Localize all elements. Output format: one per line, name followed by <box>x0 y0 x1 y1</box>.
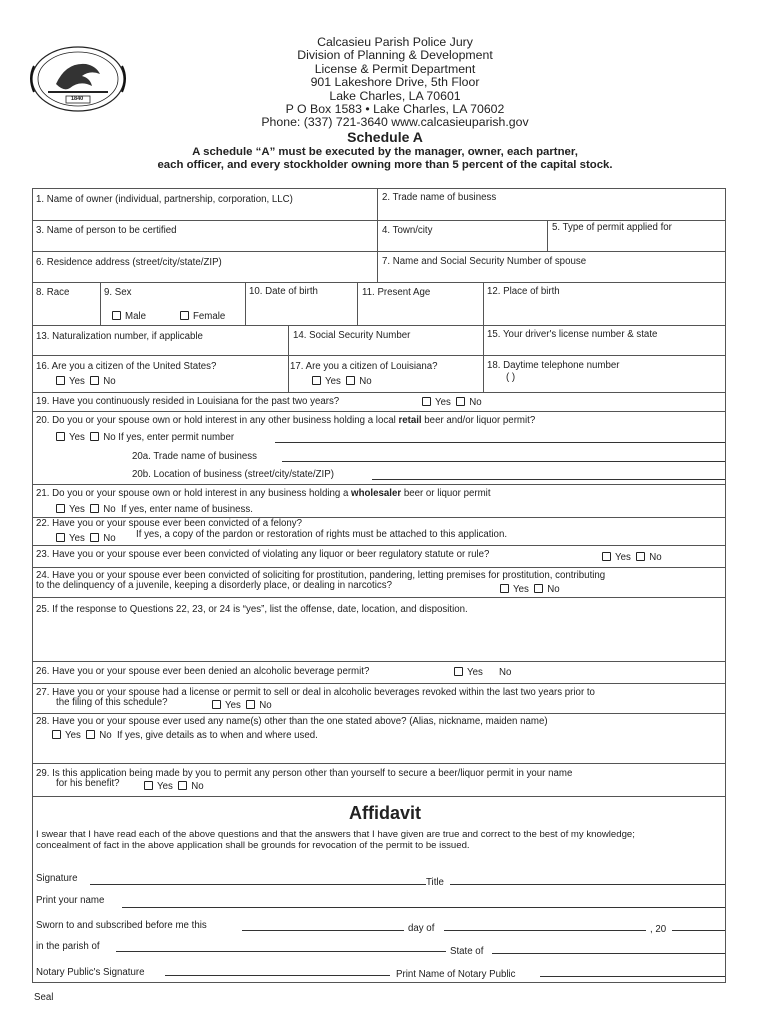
la-citizen-options[interactable]: Yes No <box>312 376 372 387</box>
seal-year: 1840 <box>71 96 84 102</box>
permit-number-line[interactable] <box>275 442 725 443</box>
resided-yes-checkbox[interactable] <box>422 397 431 406</box>
affidavit-text-line-2: concealment of fact in the above application shall be grounds for revocation of the permit to be issued. <box>36 840 470 851</box>
field-ssn[interactable]: 14. Social Security Number <box>293 330 411 341</box>
month-line[interactable] <box>444 930 646 931</box>
sworn-label: Sworn to and subscribed before me this <box>36 920 207 931</box>
seal-label: Seal <box>34 992 54 1003</box>
notary-signature-label: Notary Public's Signature <box>36 967 145 978</box>
field-trade-name[interactable]: 2. Trade name of business <box>382 192 497 203</box>
sex-male-option[interactable]: Male <box>112 311 146 322</box>
field-present-age[interactable]: 11. Present Age <box>362 287 431 298</box>
notary-print-name-label: Print Name of Notary Public <box>396 969 516 980</box>
parish-label: in the parish of <box>36 941 100 952</box>
question-la-citizen: 17. Are you a citizen of Louisiana? <box>290 361 438 372</box>
question-retail-permit: 20. Do you or your spouse own or hold interest in any other business holding a local retail beer and/or liquor permit? <box>36 415 536 426</box>
page-title: Schedule A <box>347 129 423 145</box>
field-drivers-license[interactable]: 15. Your driver's license number & state <box>487 329 658 340</box>
question-license-revoked-line-1: 27. Have you or your spouse had a license or permit to sell or deal in alcoholic beverages revoked within the last two years prior to <box>36 687 595 698</box>
denied-no-label[interactable]: No <box>498 667 512 678</box>
title-label: Title <box>426 877 444 888</box>
felony-no-checkbox[interactable] <box>90 533 99 542</box>
contact-info: Phone: (337) 721-3640 www.calcasieuparish.gov <box>261 115 529 130</box>
state-line[interactable] <box>492 953 725 954</box>
notary-print-name-line[interactable] <box>540 976 725 977</box>
question-permit-for-other-line-1: 29. Is this application being made by you to permit any person other than yourself to secure a beer/liquor permit in your name <box>36 768 573 779</box>
other-names-no-checkbox[interactable] <box>86 730 95 739</box>
agency-header <box>230 36 560 130</box>
revoked-no-checkbox[interactable] <box>246 700 255 709</box>
wholesaler-no-checkbox[interactable] <box>90 504 99 513</box>
female-checkbox[interactable] <box>180 311 189 320</box>
city-address: Lake Charles, LA 70601 <box>329 88 461 103</box>
trade-name-20a-line[interactable] <box>282 461 725 462</box>
field-owner-name[interactable]: 1. Name of owner (individual, partnership, corporation, LLC) <box>36 194 293 205</box>
denied-permit-options[interactable]: Yes No <box>454 667 511 678</box>
soliciting-options[interactable]: Yes No <box>500 584 560 595</box>
field-spouse-name-ssn[interactable]: 7. Name and Social Security Number of spouse <box>382 256 587 267</box>
us-citizen-yes-checkbox[interactable] <box>56 376 65 385</box>
male-checkbox[interactable] <box>112 311 121 320</box>
question-permit-for-other-line-2: for his benefit? <box>56 778 120 789</box>
print-name-label: Print your name <box>36 895 105 906</box>
felony-options[interactable]: Yes No <box>56 533 116 544</box>
affidavit-text-line-1: I swear that I have read each of the above questions and that the answers that I have given are true and correct to the best of my knowledge; <box>36 829 635 840</box>
title-line[interactable] <box>450 884 725 885</box>
permit-for-other-options[interactable]: Yes No <box>144 781 204 792</box>
revoked-yes-checkbox[interactable] <box>212 700 221 709</box>
subtitle-line-2: each officer, and every stockholder owning more than 5 percent of the capital stock. <box>157 159 613 171</box>
permit-other-yes-checkbox[interactable] <box>144 781 153 790</box>
question-liquor-violation: 23. Have you or your spouse ever been convicted of violating any liquor or beer regulatory statute or rule? <box>36 549 490 560</box>
field-race[interactable]: 8. Race <box>36 287 70 298</box>
field-daytime-phone[interactable]: 18. Daytime telephone number <box>487 360 620 371</box>
year-label: , 20 <box>650 924 667 935</box>
sworn-day-line[interactable] <box>242 930 404 931</box>
phone-area-code: ( ) <box>506 372 516 383</box>
parish-line[interactable] <box>116 951 446 952</box>
question-soliciting-line-1: 24. Have you or your spouse ever been convicted of soliciting for prostitution, pandering, letting premises for prostitution, contributing <box>36 570 606 581</box>
felony-yes-checkbox[interactable] <box>56 533 65 542</box>
po-box: P O Box 1583 • Lake Charles, LA 70602 <box>285 102 505 117</box>
retail-no-checkbox[interactable] <box>90 432 99 441</box>
field-place-of-birth[interactable]: 12. Place of birth <box>487 286 560 297</box>
permit-other-no-checkbox[interactable] <box>178 781 187 790</box>
print-name-line[interactable] <box>122 907 725 908</box>
license-revoked-options[interactable]: Yes No <box>212 700 272 711</box>
retail-permit-options[interactable]: Yes No If yes, enter permit number <box>56 432 234 443</box>
question-wholesaler-permit: 21. Do you or your spouse own or hold interest in any business holding a wholesaler beer or liquor permit <box>36 488 491 499</box>
field-permit-type[interactable]: 5. Type of permit applied for <box>552 222 672 233</box>
question-denied-permit: 26. Have you or your spouse ever been denied an alcoholic beverage permit? <box>36 666 370 677</box>
liquor-violation-options[interactable]: Yes No <box>602 552 662 563</box>
question-felony: 22. Have you or your spouse ever been convicted of a felony? <box>36 518 303 529</box>
field-date-of-birth[interactable]: 10. Date of birth <box>249 286 318 297</box>
field-offense-details[interactable]: 25. If the response to Questions 22, 23, or 24 is “yes”, list the offense, date, location, and disposition. <box>36 604 468 615</box>
field-20a-trade-name: 20a. Trade name of business <box>132 451 257 462</box>
soliciting-yes-checkbox[interactable] <box>500 584 509 593</box>
field-sex: 9. Sex <box>104 287 132 298</box>
field-naturalization-number[interactable]: 13. Naturalization number, if applicable <box>36 331 203 342</box>
felony-attachment-note: If yes, a copy of the pardon or restoration of rights must be attached to this application. <box>136 529 508 540</box>
question-other-names: 28. Have you or your spouse ever used any name(s) other than the one stated above? (Alias, nickname, maiden name) <box>36 716 548 727</box>
resided-no-checkbox[interactable] <box>456 397 465 406</box>
department-name: License & Permit Department <box>314 61 476 76</box>
field-town-city[interactable]: 4. Town/city <box>382 225 433 236</box>
division-name: Division of Planning & Development <box>297 48 493 63</box>
affidavit-title: Affidavit <box>349 803 421 823</box>
sex-female-option[interactable]: Female <box>180 311 225 322</box>
other-names-yes-checkbox[interactable] <box>52 730 61 739</box>
question-license-revoked-line-2: the filing of this schedule? <box>56 697 168 708</box>
la-citizen-yes-checkbox[interactable] <box>312 376 321 385</box>
agency-name: Calcasieu Parish Police Jury <box>317 35 473 49</box>
year-line[interactable] <box>672 930 725 931</box>
us-citizen-options[interactable]: Yes No <box>56 376 116 387</box>
wholesaler-yes-checkbox[interactable] <box>56 504 65 513</box>
field-20b-location: 20b. Location of business (street/city/state/ZIP) <box>132 469 334 480</box>
subtitle-line-1: A schedule “A” must be executed by the manager, owner, each partner, <box>192 146 578 158</box>
question-us-citizen: 16. Are you a citizen of the United States? <box>36 361 217 372</box>
notary-signature-line[interactable] <box>165 975 390 976</box>
signature-line[interactable] <box>90 884 426 885</box>
location-20b-line[interactable] <box>372 479 725 480</box>
question-resided-two-years: 19. Have you continuously resided in Louisiana for the past two years? <box>36 396 340 407</box>
retail-yes-checkbox[interactable] <box>56 432 65 441</box>
la-citizen-no-checkbox[interactable] <box>346 376 355 385</box>
parish-seal-logo <box>26 44 130 114</box>
soliciting-no-checkbox[interactable] <box>534 584 543 593</box>
question-soliciting-line-2: to the delinquency of a juvenile, keeping a disorderly place, or dealing in narcotics? <box>36 580 392 591</box>
signature-label: Signature <box>36 873 78 884</box>
state-label: State of <box>450 946 484 957</box>
liquor-violation-no-checkbox[interactable] <box>636 552 645 561</box>
resided-options[interactable]: Yes No <box>422 397 482 408</box>
other-names-options[interactable]: Yes No If yes, give details as to when and where used. <box>52 730 318 741</box>
street-address: 901 Lakeshore Drive, 5th Floor <box>310 75 480 90</box>
us-citizen-no-checkbox[interactable] <box>90 376 99 385</box>
field-person-certified[interactable]: 3. Name of person to be certified <box>36 225 177 236</box>
field-residence-address[interactable]: 6. Residence address (street/city/state/ZIP) <box>36 257 222 268</box>
wholesaler-options[interactable]: Yes No If yes, enter name of business. <box>56 504 253 515</box>
day-of-label: day of <box>408 923 435 934</box>
denied-yes-checkbox[interactable] <box>454 667 463 676</box>
liquor-violation-yes-checkbox[interactable] <box>602 552 611 561</box>
